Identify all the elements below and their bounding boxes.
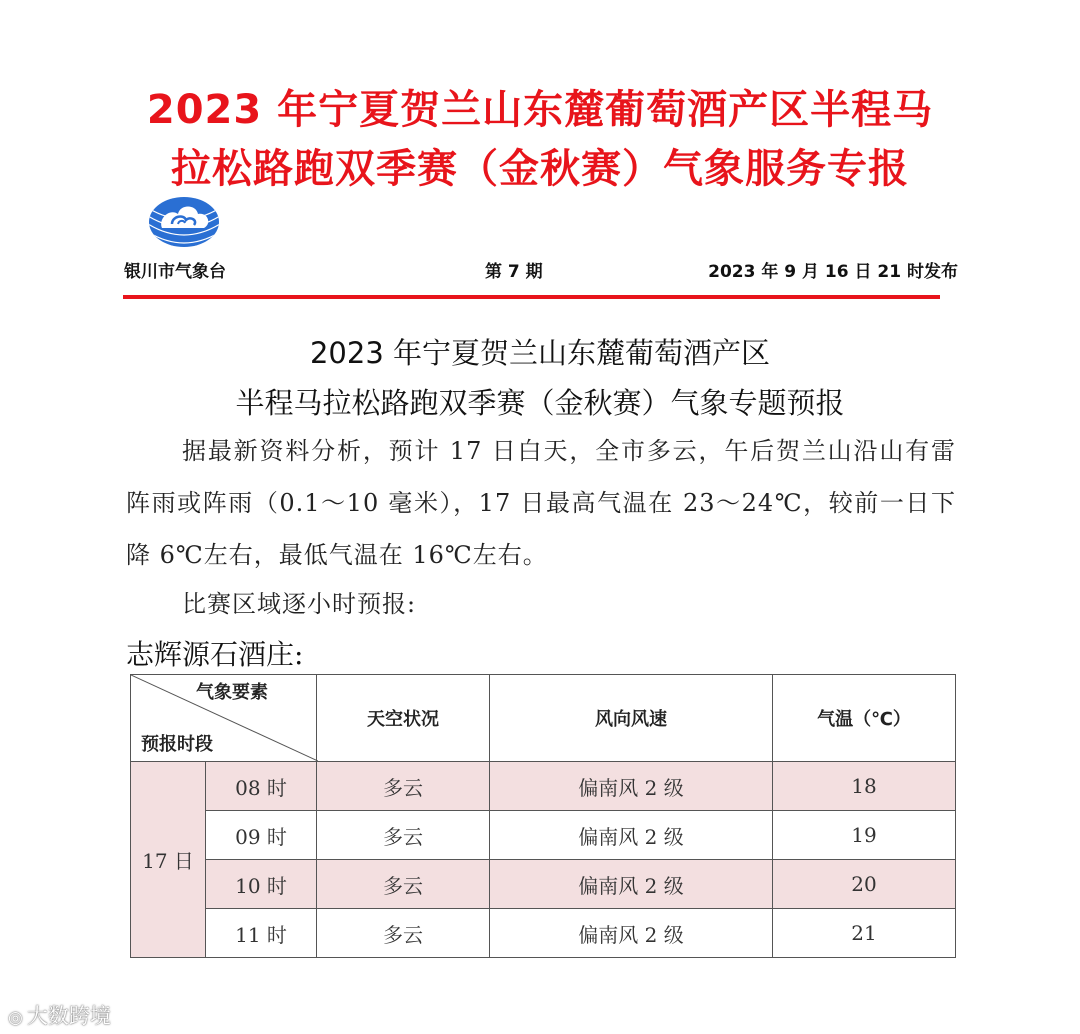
temperature-cell: 21 — [773, 909, 956, 958]
time-cell: 08 时 — [206, 762, 317, 811]
temperature-cell: 19 — [773, 811, 956, 860]
time-cell: 09 时 — [206, 811, 317, 860]
time-cell: 11 时 — [206, 909, 317, 958]
report-title-line-1: 2023 年宁夏贺兰山东麓葡萄酒产区半程马 — [146, 87, 934, 133]
column-header-wind: 风向风速 — [490, 675, 773, 762]
issue-number: 第 7 期 — [485, 262, 543, 282]
table-row — [131, 860, 956, 909]
column-header-sky: 天空状况 — [317, 675, 490, 762]
venue-section-title: 志辉源石酒庄: — [126, 638, 304, 671]
watermark-text: 大数跨境 — [26, 1004, 111, 1028]
forecast-title-line-1: 2023 年宁夏贺兰山东麓葡萄酒产区 — [309, 336, 771, 370]
sky-cell: 多云 — [317, 909, 490, 958]
header-divider — [123, 295, 940, 299]
sky-cell: 多云 — [317, 860, 490, 909]
sky-cell: 多云 — [317, 811, 490, 860]
wind-cell: 偏南风 2 级 — [490, 762, 773, 811]
issuer-name: 银川市气象台 — [124, 262, 226, 282]
period-header-label: 预报时段 — [141, 734, 213, 755]
column-header-temperature: 气温（℃） — [773, 675, 956, 762]
hourly-forecast-intro: 比赛区域逐小时预报: — [182, 590, 417, 618]
watermark — [8, 1000, 111, 1030]
table-header-row — [131, 675, 956, 762]
watermark-logo-icon: ◎ — [8, 1008, 23, 1028]
wind-cell: 偏南风 2 级 — [490, 811, 773, 860]
table-row — [131, 762, 956, 811]
element-header-label: 气象要素 — [196, 682, 268, 703]
wind-cell: 偏南风 2 级 — [490, 860, 773, 909]
table-row — [131, 811, 956, 860]
sky-cell: 多云 — [317, 762, 490, 811]
diagonal-header-cell — [131, 675, 317, 762]
report-title-line-2: 拉松路跑双季赛（金秋赛）气象服务专报 — [171, 146, 909, 192]
cma-logo-icon — [148, 196, 220, 248]
temperature-cell: 18 — [773, 762, 956, 811]
temperature-cell: 20 — [773, 860, 956, 909]
publish-date: 2023 年 9 月 16 日 21 时发布 — [708, 262, 958, 282]
day-cell: 17 日 — [131, 762, 206, 958]
hourly-forecast-table — [130, 674, 956, 958]
table-row — [131, 909, 956, 958]
forecast-summary-paragraph: 据最新资料分析，预计 17 日白天，全市多云，午后贺兰山沿山有雷阵雨或阵雨（0.1～10 毫米），17 日最高气温在 23～24℃，较前一日下降 6℃左右，最低气温在 16℃左右。 — [126, 437, 956, 569]
wind-cell: 偏南风 2 级 — [490, 909, 773, 958]
time-cell: 10 时 — [206, 860, 317, 909]
forecast-title-line-2: 半程马拉松路跑双季赛（金秋赛）气象专题预报 — [235, 386, 845, 420]
